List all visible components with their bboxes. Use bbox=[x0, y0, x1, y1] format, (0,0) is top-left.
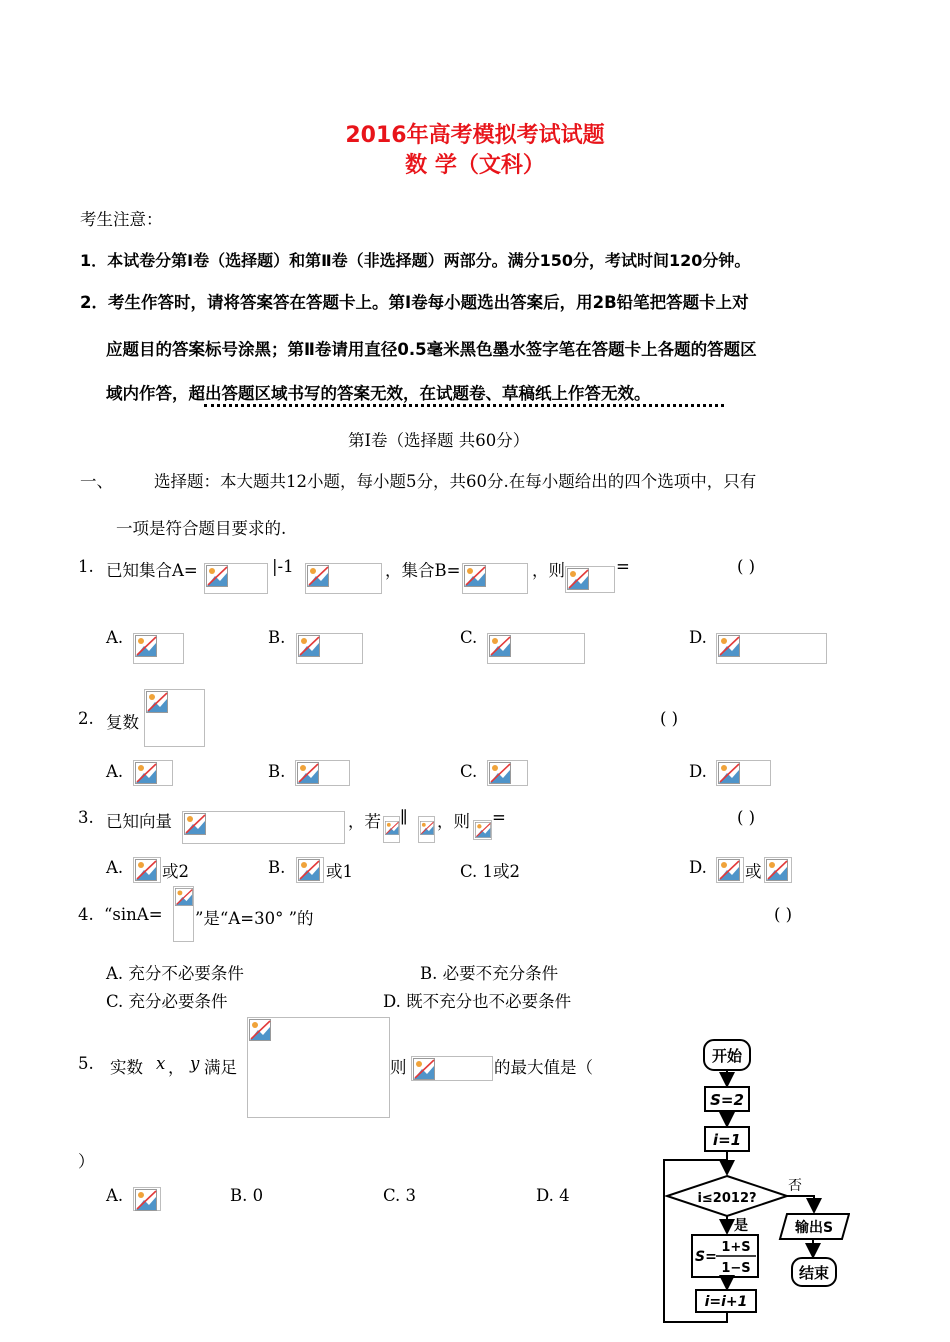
image-placeholder-icon bbox=[489, 635, 511, 657]
q3-formula-image bbox=[182, 811, 345, 844]
q2-option-c-image bbox=[487, 760, 528, 786]
q1-text-5: = bbox=[616, 557, 630, 576]
q2-option-b-image bbox=[295, 760, 350, 786]
image-placeholder-icon bbox=[298, 635, 320, 657]
q3-text-4: ，则 bbox=[437, 812, 470, 831]
q2-number: 2. bbox=[78, 709, 94, 728]
q1-text-1: 已知集合A= bbox=[106, 561, 198, 580]
q1-number: 1. bbox=[78, 557, 94, 576]
q4-option-d: D. 既不充分也不必要条件 bbox=[383, 992, 572, 1011]
instructions-line-1: 选择题：本大题共12小题，每小题5分，共60分.在每小题给出的四个选项中，只有 bbox=[154, 472, 757, 491]
image-placeholder-icon bbox=[567, 568, 589, 590]
q4-number: 4. bbox=[78, 905, 94, 924]
image-placeholder-icon bbox=[475, 822, 491, 838]
q1-text-4: ，则 bbox=[532, 561, 565, 580]
image-placeholder-icon bbox=[464, 565, 486, 587]
q3-option-d-image bbox=[764, 857, 792, 883]
q3-option-c: C. 1或2 bbox=[460, 862, 521, 881]
q2-option-d-image bbox=[716, 760, 771, 786]
q3-option-a-image bbox=[133, 857, 161, 883]
image-placeholder-icon bbox=[298, 859, 320, 881]
q1-option-d-label: D. bbox=[689, 628, 707, 647]
image-placeholder-icon bbox=[135, 1189, 157, 1211]
q2-formula-image bbox=[144, 689, 205, 747]
image-placeholder-icon bbox=[307, 565, 329, 587]
image-placeholder-icon bbox=[385, 818, 399, 838]
q1-formula-image bbox=[305, 563, 382, 594]
q4-option-c: C. 充分必要条件 bbox=[106, 992, 228, 1011]
notice-header: 考生注意： bbox=[80, 210, 163, 229]
q1-option-a-image bbox=[133, 633, 184, 664]
part-number: 一、 bbox=[80, 472, 113, 491]
q3-text-3: ∥ bbox=[400, 808, 408, 827]
q2-option-a-label: A. bbox=[106, 762, 124, 781]
image-placeholder-icon bbox=[249, 1019, 271, 1041]
flowchart-end-label: 结束 bbox=[798, 1264, 830, 1282]
q3-option-b-image bbox=[296, 857, 324, 883]
q4-text-2: ”是“A=30° ”的 bbox=[195, 909, 314, 928]
q1-formula-image bbox=[462, 563, 528, 594]
image-placeholder-icon bbox=[766, 859, 788, 881]
q3-option-a-label: A. bbox=[106, 858, 124, 877]
q1-option-c-image bbox=[487, 633, 585, 664]
q5-comma: ， bbox=[168, 1058, 185, 1077]
q2-option-c-label: C. bbox=[460, 762, 478, 781]
q4-answer-paren: ( ) bbox=[774, 905, 793, 924]
notice-item-2-line-1: 2．考生作答时，请将答案答在答题卡上。第Ⅰ卷每小题选出答案后，用2B铅笔把答题卡上对 bbox=[80, 293, 749, 312]
image-placeholder-icon bbox=[146, 691, 168, 713]
image-placeholder-icon bbox=[206, 565, 228, 587]
image-placeholder-icon bbox=[718, 859, 740, 881]
flowchart-condition-label: i≤2012? bbox=[697, 1191, 757, 1206]
flowchart bbox=[650, 1030, 850, 1330]
notice-item-2-line-2: 应题目的答案标号涂黑；第Ⅱ卷请用直径0.5毫米黑色墨水签字笔在答题卡上各题的答题区 bbox=[106, 340, 757, 359]
q3-option-d-mid: 或 bbox=[745, 862, 762, 881]
q5-constraints-image bbox=[247, 1017, 390, 1118]
q3-text-2: ，若 bbox=[348, 812, 381, 831]
q1-text-3: ，集合B= bbox=[385, 561, 461, 580]
instructions-line-2: 一项是符合题目要求的. bbox=[116, 519, 287, 538]
q1-option-a-label: A. bbox=[106, 628, 124, 647]
page-title: 2016年高考模拟考试试题 bbox=[345, 123, 605, 148]
image-placeholder-icon bbox=[175, 888, 193, 906]
notice-item-1: 1．本试卷分第Ⅰ卷（选择题）和第Ⅱ卷（非选择题）两部分。满分150分，考试时间120分钟。 bbox=[80, 251, 751, 270]
flowchart-i-init-label: i=1 bbox=[712, 1131, 742, 1149]
q5-text-3: 则 bbox=[390, 1058, 407, 1077]
q1-formula-image bbox=[565, 566, 615, 593]
q4-option-b: B. 必要不充分条件 bbox=[420, 964, 559, 983]
q3-vector-image bbox=[418, 816, 435, 843]
q2-option-a-image bbox=[133, 760, 173, 786]
image-placeholder-icon bbox=[718, 762, 740, 784]
flowchart-s-init-label: S=2 bbox=[710, 1091, 744, 1109]
image-placeholder-icon bbox=[718, 635, 740, 657]
q5-text-2: 满足 bbox=[204, 1058, 237, 1077]
q4-option-a: A. 充分不必要条件 bbox=[106, 964, 244, 983]
q1-option-b-label: B. bbox=[268, 628, 286, 647]
page-subtitle: 数 学（文科） bbox=[405, 153, 545, 178]
q5-option-a-image bbox=[133, 1187, 161, 1211]
flowchart-update-s-denominator: 1−S bbox=[721, 1261, 751, 1276]
emphasis-dots bbox=[204, 404, 724, 407]
flowchart-no-label: 否 bbox=[788, 1178, 802, 1194]
q3-text-1: 已知向量 bbox=[106, 812, 172, 831]
q1-formula-image bbox=[204, 563, 268, 594]
image-placeholder-icon bbox=[489, 762, 511, 784]
q5-text-4: 的最大值是（ bbox=[494, 1058, 593, 1077]
q3-vector-image bbox=[383, 816, 400, 843]
section-heading: 第Ⅰ卷（选择题 共60分） bbox=[348, 431, 530, 450]
q5-option-d: D. 4 bbox=[536, 1186, 570, 1205]
flowchart-start-label: 开始 bbox=[711, 1047, 743, 1065]
q1-answer-paren: ( ) bbox=[737, 557, 756, 576]
q3-option-d-label: D. bbox=[689, 858, 707, 877]
q1-option-c-label: C. bbox=[460, 628, 478, 647]
q2-text: 复数 bbox=[106, 713, 139, 732]
image-placeholder-icon bbox=[135, 635, 157, 657]
q5-close-paren: ） bbox=[78, 1152, 95, 1171]
q5-var-x: x bbox=[156, 1054, 166, 1073]
q5-objective-image bbox=[411, 1056, 493, 1081]
q1-option-b-image bbox=[296, 633, 363, 664]
image-placeholder-icon bbox=[135, 859, 157, 881]
q5-text-1: 实数 bbox=[110, 1058, 143, 1077]
q3-variable-image bbox=[473, 820, 492, 840]
q3-option-d-image bbox=[716, 857, 744, 883]
image-placeholder-icon bbox=[135, 762, 157, 784]
q3-number: 3. bbox=[78, 808, 94, 827]
image-placeholder-icon bbox=[413, 1058, 435, 1080]
q4-fraction-image bbox=[173, 886, 194, 942]
q5-var-y: y bbox=[190, 1054, 200, 1073]
image-placeholder-icon bbox=[297, 762, 319, 784]
q4-text-1: “sinA= bbox=[104, 905, 163, 924]
q3-option-b-suffix: 或1 bbox=[326, 862, 353, 881]
flowchart-update-s-numerator: 1+S bbox=[721, 1240, 751, 1255]
image-placeholder-icon bbox=[420, 818, 434, 838]
q3-option-a-suffix: 或2 bbox=[162, 862, 189, 881]
notice-item-2-line-3: 域内作答，超出答题区域书写的答案无效，在试题卷、草稿纸上作答无效。 bbox=[106, 384, 651, 403]
q2-option-d-label: D. bbox=[689, 762, 707, 781]
q3-answer-paren: ( ) bbox=[737, 808, 756, 827]
q5-option-c: C. 3 bbox=[383, 1186, 417, 1205]
flowchart-yes-label: 是 bbox=[734, 1218, 748, 1234]
q5-number: 5. bbox=[78, 1054, 94, 1073]
q1-option-d-image bbox=[716, 633, 827, 664]
q2-answer-paren: ( ) bbox=[660, 709, 679, 728]
image-placeholder-icon bbox=[184, 813, 206, 835]
q5-option-b: B. 0 bbox=[230, 1186, 264, 1205]
flowchart-update-i-label: i=i+1 bbox=[704, 1294, 748, 1310]
flowchart-update-s-lhs: S= bbox=[695, 1249, 717, 1265]
q5-option-a-label: A. bbox=[106, 1186, 124, 1205]
q2-option-b-label: B. bbox=[268, 762, 286, 781]
q1-text-2: |-1 bbox=[272, 557, 294, 576]
q3-option-b-label: B. bbox=[268, 858, 286, 877]
flowchart-output-label: 输出S bbox=[794, 1220, 834, 1236]
q3-text-5: = bbox=[492, 808, 506, 827]
